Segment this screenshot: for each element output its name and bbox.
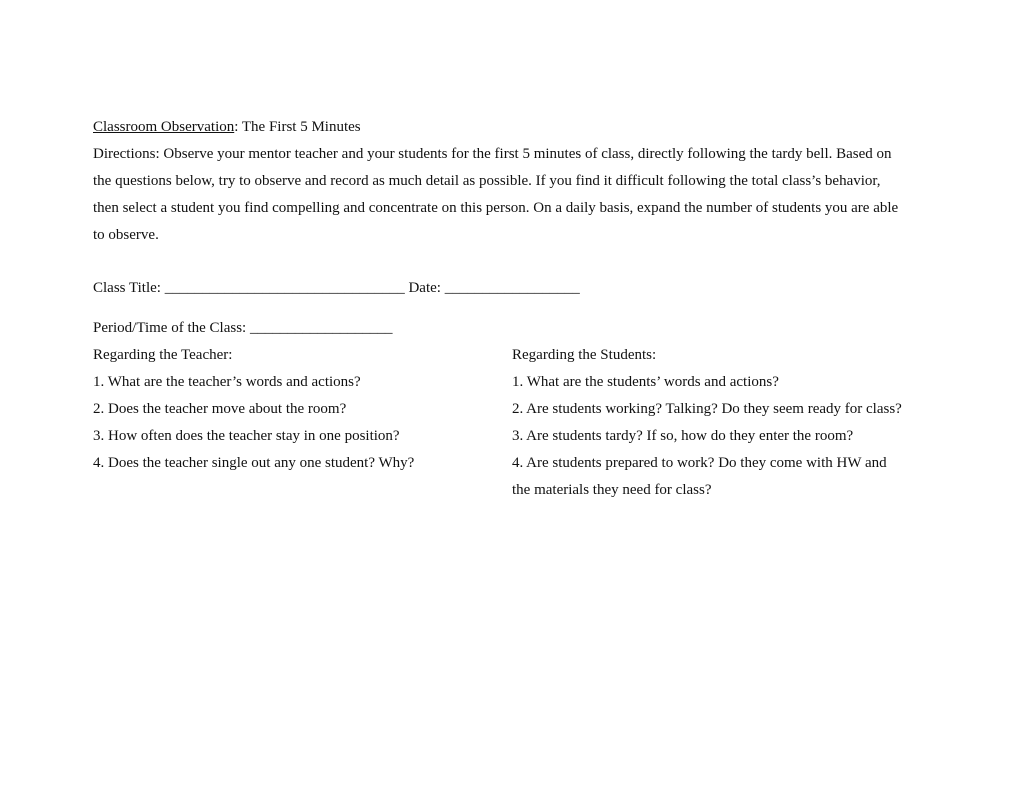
directions-line: Directions: Observe your mentor teacher and your students for the first 5 minutes of class, directly following the tardy bell. Based on — [93, 146, 892, 162]
document-page — [93, 114, 938, 504]
class-title-label: Class Title: — [93, 280, 165, 296]
teacher-column — [93, 342, 512, 504]
date-blank[interactable]: __________________ — [444, 280, 580, 296]
directions-line: to observe. — [93, 227, 159, 243]
directions-line: then select a student you find compelling and concentrate on this person. On a daily basis, expand the number of students you are able — [93, 200, 899, 216]
teacher-question: 1. What are the teacher’s words and actions? — [93, 374, 361, 390]
students-question: 2. Are students working? Talking? Do they seem ready for class? — [512, 401, 902, 417]
class-title-date-row — [93, 275, 938, 302]
period-blank[interactable]: ___________________ — [249, 320, 393, 336]
class-title-blank[interactable]: ________________________________ — [164, 280, 405, 296]
document-title — [93, 114, 938, 141]
teacher-question: 3. How often does the teacher stay in one position? — [93, 428, 400, 444]
students-heading: Regarding the Students: — [512, 347, 657, 363]
period-row — [93, 315, 938, 342]
title-rest-text: : The First 5 Minutes — [234, 119, 361, 135]
teacher-heading: Regarding the Teacher: — [93, 347, 233, 363]
students-column — [512, 342, 938, 504]
date-label: Date: — [404, 280, 445, 296]
students-question: 3. Are students tardy? If so, how do they enter the room? — [512, 428, 854, 444]
students-question: the materials they need for class? — [512, 482, 712, 498]
title-underlined-text: Classroom Observation — [93, 119, 235, 135]
directions-paragraph — [93, 141, 938, 249]
students-question: 4. Are students prepared to work? Do they come with HW and — [512, 455, 887, 471]
questions-columns — [93, 342, 938, 504]
directions-line: the questions below, try to observe and record as much detail as possible. If you find it difficult following the total class’s behavior, — [93, 173, 881, 189]
period-label: Period/Time of the Class: — [93, 320, 250, 336]
teacher-question: 2. Does the teacher move about the room? — [93, 401, 347, 417]
teacher-question: 4. Does the teacher single out any one student? Why? — [93, 455, 415, 471]
students-question: 1. What are the students’ words and actions? — [512, 374, 779, 390]
